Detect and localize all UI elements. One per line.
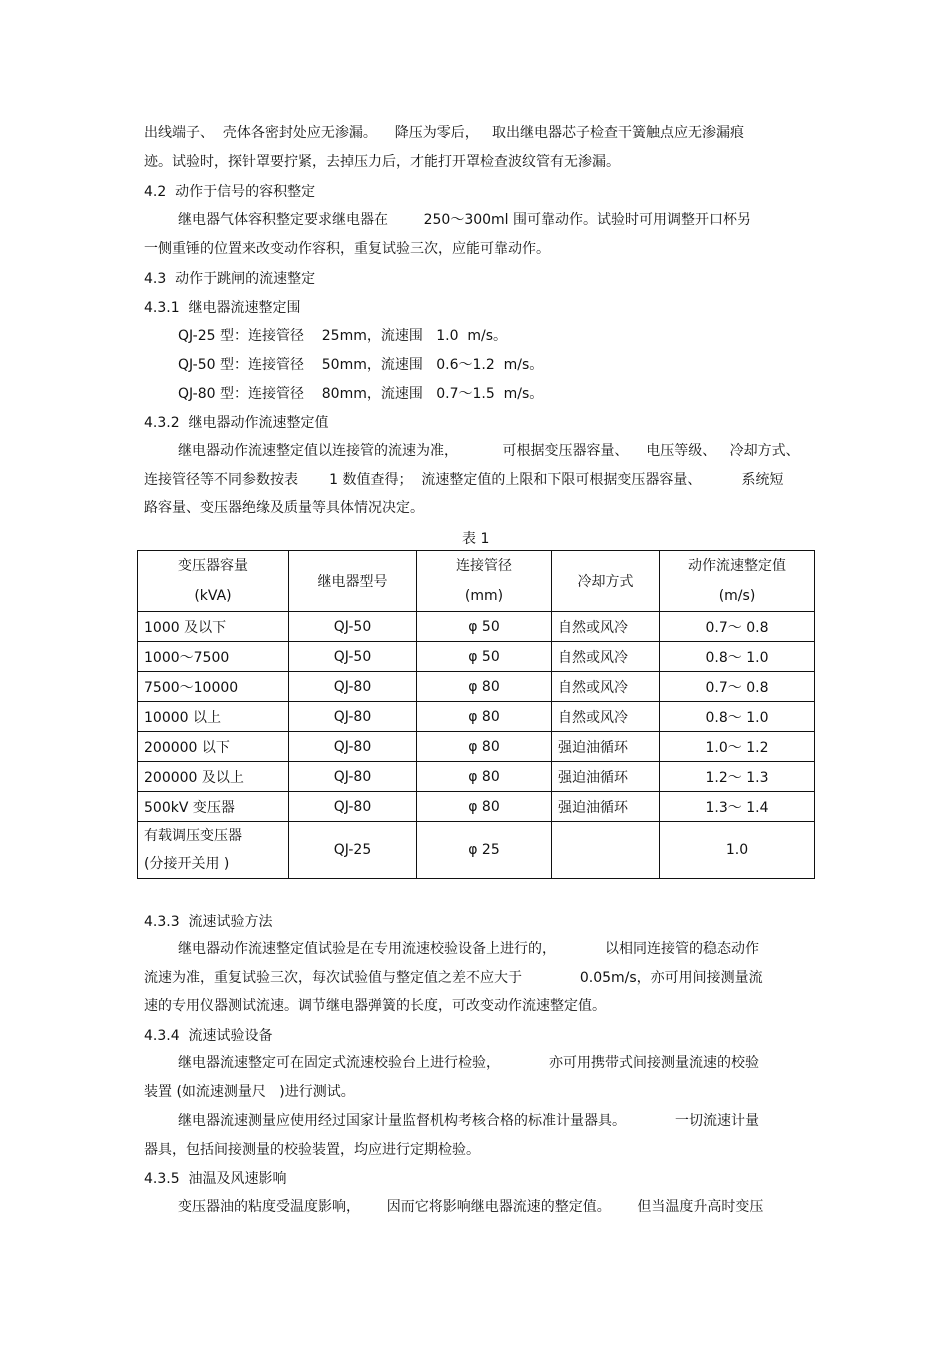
- header-capacity-unit: (kVA): [194, 588, 232, 604]
- cell-pipe: φ 50: [417, 612, 552, 642]
- flow-speed-table: [137, 550, 815, 879]
- table-row: [138, 672, 815, 702]
- table-row: [138, 822, 815, 879]
- cell-speed: 0.8～ 1.0: [660, 642, 815, 672]
- header-pipe: [417, 551, 552, 612]
- header-pipe-label: 连接管径: [456, 558, 512, 574]
- cell-model: QJ-80: [289, 672, 417, 702]
- cell-capacity: 10000 以上: [138, 702, 289, 732]
- cell-cooling: 自然或风冷: [552, 612, 660, 642]
- header-capacity-label: 变压器容量: [178, 558, 248, 574]
- header-speed-unit: (m/s): [718, 588, 756, 604]
- cell-model: QJ-25: [289, 822, 417, 879]
- header-capacity: [138, 551, 289, 612]
- paragraph-line: 继电器流速测量应使用经过国家计量监督机构考核合格的标准计量器具。 一切流速计量: [178, 1113, 759, 1129]
- table-row: [138, 642, 815, 672]
- header-model: 继电器型号: [289, 551, 417, 612]
- cell-model: QJ-80: [289, 702, 417, 732]
- paragraph-line: 变压器油的粘度受温度影响， 因而它将影响继电器流速的整定值。 但当温度升高时变压: [178, 1199, 764, 1215]
- header-speed: [660, 551, 815, 612]
- table-header-row: [138, 551, 815, 612]
- cell-pipe: φ 80: [417, 702, 552, 732]
- cell-pipe: φ 80: [417, 732, 552, 762]
- spec-line-qj50: QJ-50 型：连接管径 50mm，流速围 0.6～1.2 m/s。: [178, 357, 544, 373]
- table-row: [138, 792, 815, 822]
- cell-capacity-line2: (分接开关用 ): [144, 856, 230, 872]
- cell-cooling: 强迫油循环: [552, 732, 660, 762]
- cell-pipe: φ 25: [417, 822, 552, 879]
- cell-speed: 1.0～ 1.2: [660, 732, 815, 762]
- header-pipe-unit: (mm): [464, 588, 504, 604]
- table-caption: 表 1: [462, 531, 490, 547]
- paragraph-line: 一侧重锤的位置来改变动作容积，重复试验三次，应能可靠动作。: [144, 241, 550, 257]
- cell-capacity: 7500～10000: [138, 672, 289, 702]
- section-heading-4-3-1: 4.3.1 继电器流速整定围: [144, 300, 301, 316]
- section-heading-4-3-5: 4.3.5 油温及风速影响: [144, 1171, 287, 1187]
- header-speed-label: 动作流速整定值: [688, 558, 786, 574]
- paragraph-line: 连接管径等不同参数按表 1 数值查得； 流速整定值的上限和下限可根据变压器容量、 系统短: [144, 472, 784, 488]
- cell-cooling: 强迫油循环: [552, 792, 660, 822]
- cell-pipe: φ 80: [417, 762, 552, 792]
- cell-capacity: 500kV 变压器: [138, 792, 289, 822]
- cell-cooling: 强迫油循环: [552, 762, 660, 792]
- spec-line-qj25: QJ-25 型：连接管径 25mm，流速围 1.0 m/s。: [178, 328, 508, 344]
- table-row: [138, 612, 815, 642]
- section-heading-4-2: 4.2 动作于信号的容积整定: [144, 184, 316, 200]
- table-row: [138, 762, 815, 792]
- cell-pipe: φ 50: [417, 642, 552, 672]
- cell-speed: 1.3～ 1.4: [660, 792, 815, 822]
- paragraph-line: 迹。试验时，探针罩要拧紧，去掉压力后，才能打开罩检查波纹管有无渗漏。: [144, 154, 620, 170]
- cell-model: QJ-50: [289, 612, 417, 642]
- cell-cooling: 自然或风冷: [552, 672, 660, 702]
- spec-line-qj80: QJ-80 型：连接管径 80mm，流速围 0.7～1.5 m/s。: [178, 386, 544, 402]
- cell-speed: 0.7～ 0.8: [660, 612, 815, 642]
- paragraph-line: 出线端子、 壳体各密封处应无渗漏。 降压为零后， 取出继电器芯子检查干簧触点应无渗漏痕: [144, 125, 745, 141]
- cell-capacity-line1: 有载调压变压器: [144, 828, 242, 844]
- section-heading-4-3-3: 4.3.3 流速试验方法: [144, 914, 273, 930]
- table-row: [138, 732, 815, 762]
- paragraph-line: 装置 (如流速测量尺 )进行测试。: [144, 1084, 355, 1100]
- cell-cooling: [552, 822, 660, 879]
- cell-cooling: 自然或风冷: [552, 702, 660, 732]
- paragraph-line: 路容量、变压器绝缘及质量等具体情况决定。: [144, 500, 424, 516]
- cell-pipe: φ 80: [417, 792, 552, 822]
- cell-pipe: φ 80: [417, 672, 552, 702]
- cell-cooling: 自然或风冷: [552, 642, 660, 672]
- header-cooling: 冷却方式: [552, 551, 660, 612]
- cell-speed: 0.8～ 1.0: [660, 702, 815, 732]
- cell-capacity: 1000～7500: [138, 642, 289, 672]
- section-heading-4-3-4: 4.3.4 流速试验设备: [144, 1028, 273, 1044]
- cell-model: QJ-80: [289, 792, 417, 822]
- cell-model: QJ-80: [289, 732, 417, 762]
- paragraph-line: 器具，包括间接测量的校验装置，均应进行定期检验。: [144, 1142, 480, 1158]
- cell-model: QJ-80: [289, 762, 417, 792]
- paragraph-line: 继电器动作流速整定值以连接管的流速为准， 可根据变压器容量、 电压等级、 冷却方式、: [178, 443, 800, 459]
- section-heading-4-3: 4.3 动作于跳闸的流速整定: [144, 271, 316, 287]
- cell-capacity: 200000 以下: [138, 732, 289, 762]
- paragraph-line: 速的专用仪器测试流速。调节继电器弹簧的长度，可改变动作流速整定值。: [144, 998, 606, 1014]
- cell-speed: 0.7～ 0.8: [660, 672, 815, 702]
- paragraph-line: 继电器流速整定可在固定式流速校验台上进行检验， 亦可用携带式间接测量流速的校验: [178, 1055, 759, 1071]
- cell-capacity: 1000 及以下: [138, 612, 289, 642]
- cell-capacity: [138, 822, 289, 879]
- paragraph-line: 流速为准，重复试验三次，每次试验值与整定值之差不应大于 0.05m/s，亦可用间接测量流: [144, 970, 763, 986]
- cell-capacity: 200000 及以上: [138, 762, 289, 792]
- section-heading-4-3-2: 4.3.2 继电器动作流速整定值: [144, 415, 329, 431]
- table-row: [138, 702, 815, 732]
- paragraph-line: 继电器动作流速整定值试验是在专用流速校验设备上进行的， 以相同连接管的稳态动作: [178, 941, 759, 957]
- cell-speed: 1.0: [660, 822, 815, 879]
- paragraph-line: 继电器气体容积整定要求继电器在 250～300ml 围可靠动作。试验时可用调整开口杯另: [178, 212, 752, 228]
- cell-speed: 1.2～ 1.3: [660, 762, 815, 792]
- cell-model: QJ-50: [289, 642, 417, 672]
